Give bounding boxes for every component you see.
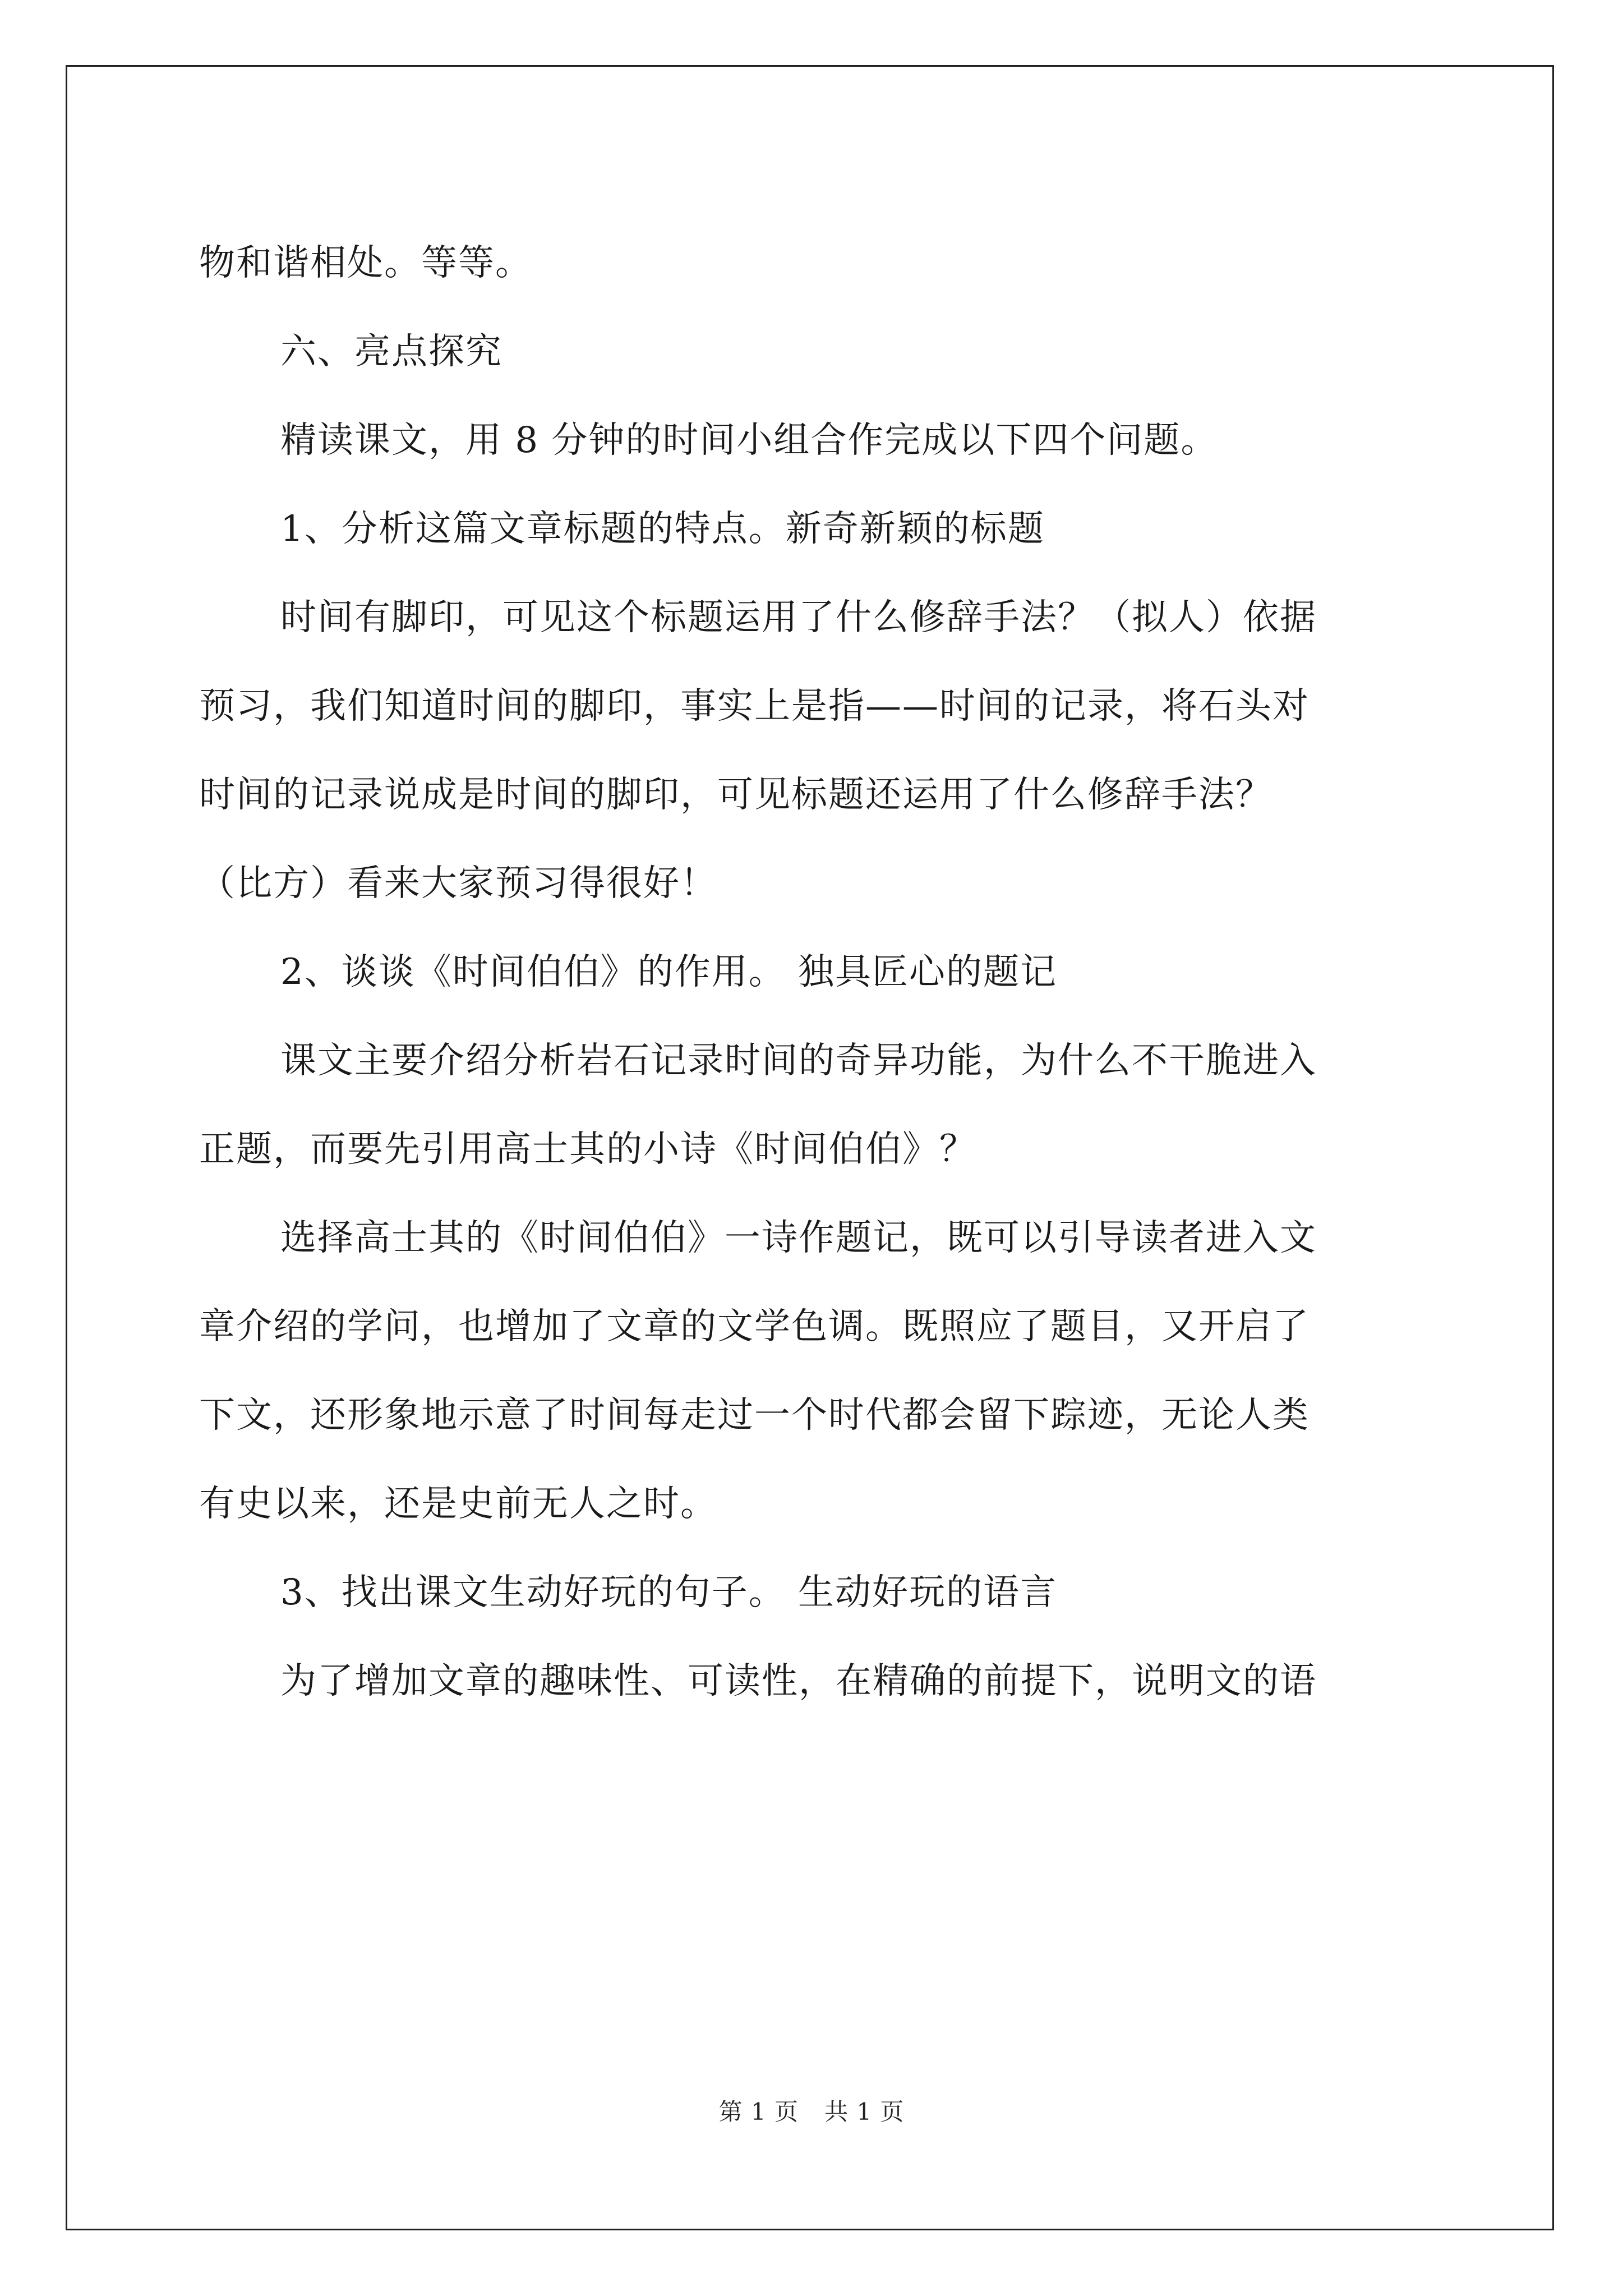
text-line: 2、谈谈《时间伯伯》的作用。 独具匠心的题记 [280,951,1058,993]
paragraph [199,1637,1433,1726]
question-heading [199,485,1433,573]
text-line: 时间有脚印，可见这个标题运用了什么修辞手法？（拟人）依据 [280,597,1317,638]
section-heading [199,307,1433,396]
text-line: 预习，我们知道时间的脚印，事实上是指——时间的记录，将石头对 [199,685,1310,727]
text-line: 下文，还形象地示意了时间每走过一个时代都会留下踪迹，无论人类 [199,1395,1310,1436]
text-line: 精读课文，用 8 分钟的时间小组合作完成以下四个问题。 [280,420,1218,461]
text-line: 1、分析这篇文章标题的特点。新奇新颖的标题 [280,508,1045,550]
page-total: 共 1 页 [824,2098,905,2125]
paragraph [199,1194,1433,1548]
text-line: 物和谐相处。等等。 [199,242,532,284]
page-number: 第 1 页 [718,2098,799,2125]
question-heading [199,1548,1433,1637]
page-footer [0,2093,1623,2127]
question-heading [199,928,1433,1016]
text-line: 有史以来，还是史前无人之时。 [199,1483,717,1525]
text-line: 3、找出课文生动好玩的句子。 生动好玩的语言 [280,1572,1058,1613]
paragraph [199,573,1433,928]
paragraph [199,396,1433,485]
text-line: 六、亮点探究 [280,331,502,372]
text-line: 正题，而要先引用高士其的小诗《时间伯伯》？ [199,1129,976,1170]
text-line: 选择高士其的《时间伯伯》一诗作题记，既可以引导读者进入文 [280,1217,1317,1259]
text-line: 章介绍的学问，也增加了文章的文学色调。既照应了题目，又开启了 [199,1306,1310,1347]
text-line: 时间的记录说成是时间的脚印，可见标题还运用了什么修辞手法？ [199,774,1272,816]
paragraph [199,1016,1433,1194]
text-line: （比方）看来大家预习得很好！ [199,863,717,904]
document-body [199,219,1433,1726]
text-line: 课文主要介绍分析岩石记录时间的奇异功能，为什么不干脆进入 [280,1040,1317,1082]
text-line: 为了增加文章的趣味性、可读性，在精确的前提下，说明文的语 [280,1660,1317,1702]
paragraph [199,219,1433,307]
